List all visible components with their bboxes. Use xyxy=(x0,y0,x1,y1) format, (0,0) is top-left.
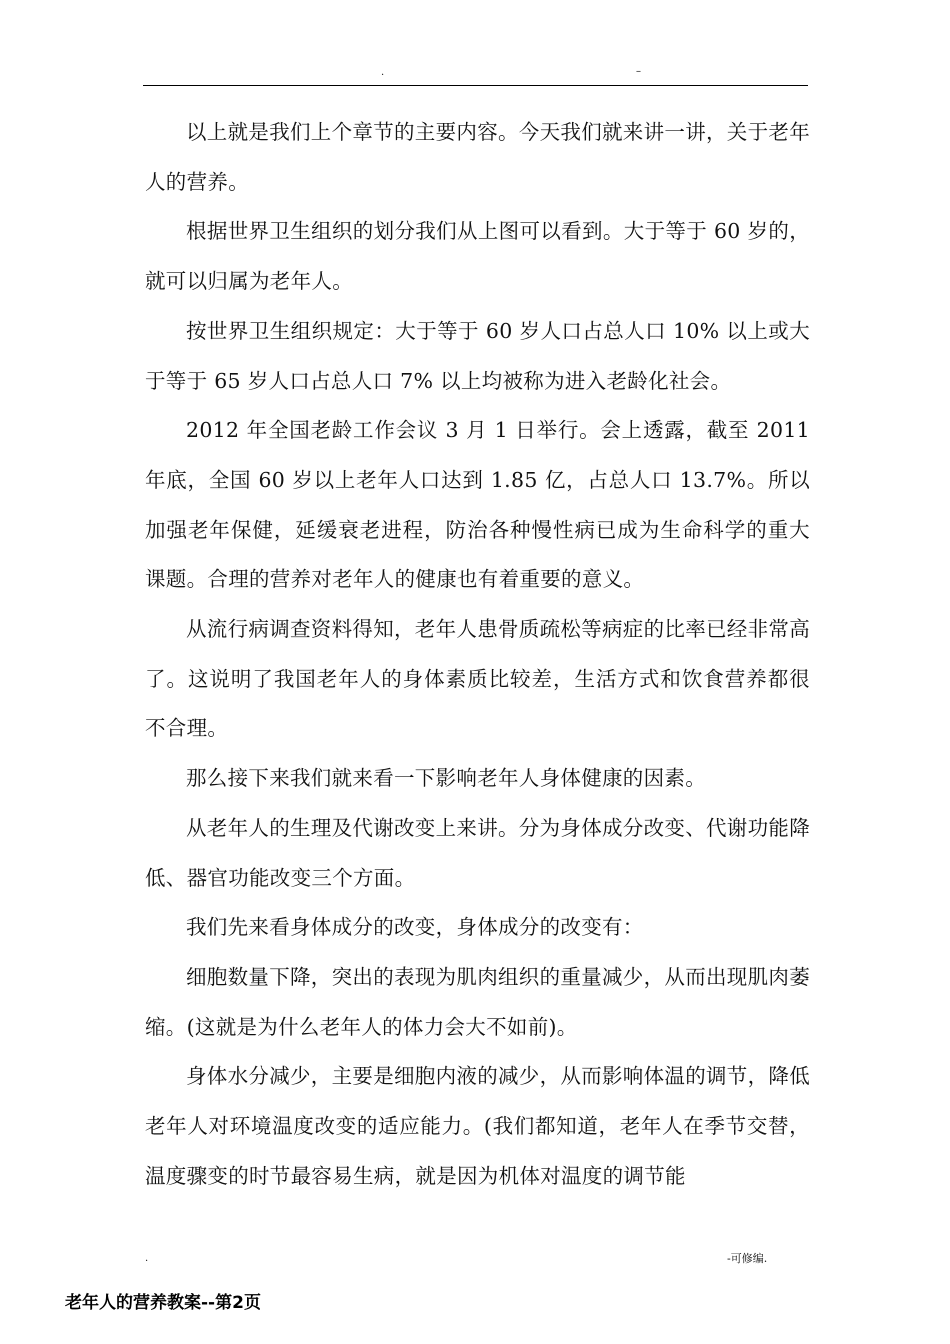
body-text xyxy=(145,108,810,1201)
footer-editable-note: -可修编. xyxy=(727,1252,768,1265)
paragraph: 我们先来看身体成分的改变，身体成分的改变有： xyxy=(186,915,644,940)
document-title-page-number: 老年人的营养教案--第2页 xyxy=(65,1293,261,1313)
paragraph: 身体水分减少，主要是细胞内液的减少，从而影响体温的调节，降低老年人对环境温度改变的适应能力。(我们都知道，老年人在季节交替，温度骤变的时节最容易生病，就是因为机体对温度的调节能 xyxy=(145,1064,810,1188)
paragraph: 根据世界卫生组织的划分我们从上图可以看到。大于等于 60 岁的，就可以归属为老年人。 xyxy=(145,219,810,294)
header-dash: – xyxy=(636,66,641,77)
paragraph: 以上就是我们上个章节的主要内容。今天我们就来讲一讲，关于老年人的营养。 xyxy=(145,120,810,194)
header-dot: . xyxy=(381,67,385,78)
paragraph: 那么接下来我们就来看一下影响老年人身体健康的因素。 xyxy=(186,766,706,791)
paragraph: 2012 年全国老龄工作会议 3 月 1 日举行。会上透露，截至 2011年底，全国 60 岁以上老年人口达到 1.85 亿，占总人口 13.7%。所以加强老年保健，延缓衰老进程，防治各种慢性病已成为生命科学的重大课题。合理的营养对老年人的健康也有着重要的意义。 xyxy=(145,418,810,592)
paragraph: 从流行病调查资料得知，老年人患骨质疏松等病症的比率已经非常高了。这说明了我国老年人的身体素质比较差，生活方式和饮食营养都很不合理。 xyxy=(145,617,810,741)
footer-dot: . xyxy=(145,1253,149,1264)
paragraph: 按世界卫生组织规定：大于等于 60 岁人口占总人口 10% 以上或大于等于 65 岁人口占总人口 7% 以上均被称为进入老龄化社会。 xyxy=(145,318,810,393)
paragraph: 细胞数量下降，突出的表现为肌肉组织的重量减少，从而出现肌肉萎缩。(这就是为什么老年人的体力会大不如前)。 xyxy=(145,964,810,1039)
paragraph: 从老年人的生理及代谢改变上来讲。分为身体成分改变、代谢功能降低、器官功能改变三个方面。 xyxy=(145,815,810,890)
header-rule xyxy=(143,85,808,86)
